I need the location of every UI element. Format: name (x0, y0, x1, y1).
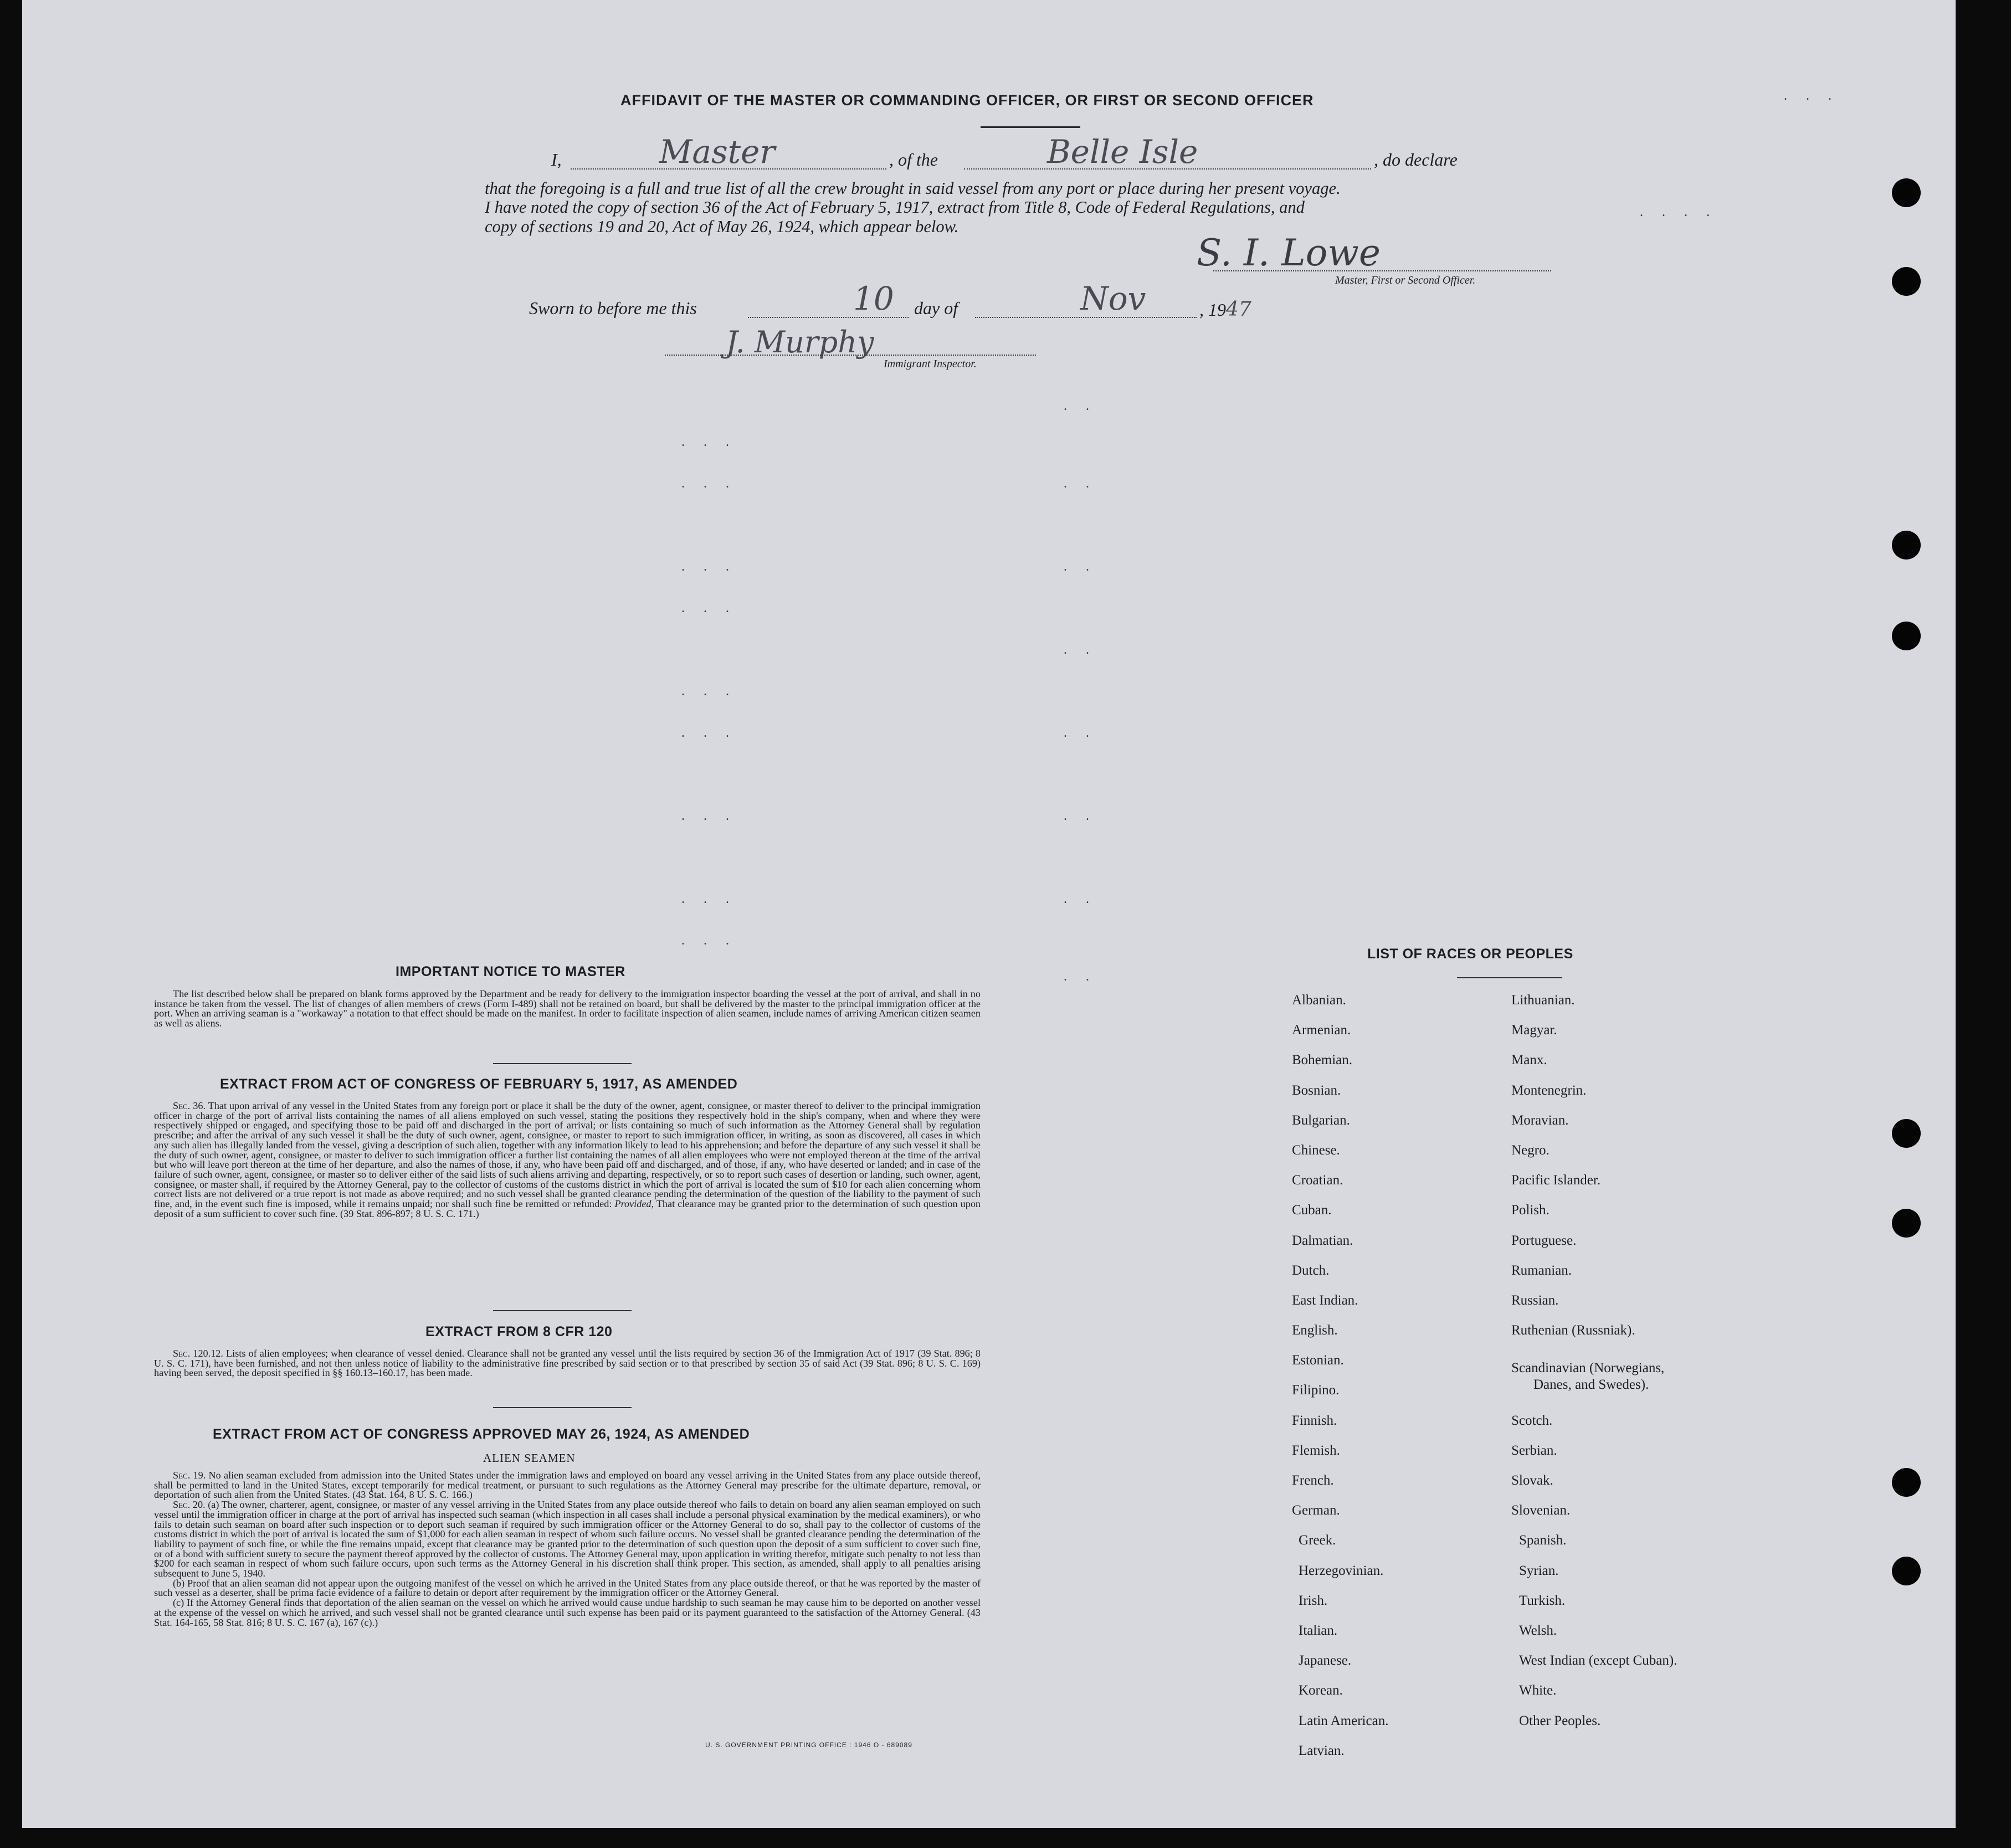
extract-1917-title: EXTRACT FROM ACT OF CONGRESS OF FEBRUARY 5, 1917, AS AMENDED (220, 1076, 738, 1092)
race-item: White. (1519, 1683, 1557, 1698)
cfr-title: EXTRACT FROM 8 CFR 120 (425, 1324, 613, 1339)
dot-marks: . . (1064, 892, 1097, 906)
signature-line (1213, 270, 1551, 271)
race-item: Latin American. (1299, 1713, 1389, 1728)
race-item: Korean. (1299, 1683, 1343, 1698)
race-item: French. (1292, 1473, 1334, 1488)
race-item: Scandinavian (Norwegians, (1511, 1361, 1665, 1376)
dot-marks: . . . (681, 892, 737, 906)
divider (493, 1407, 632, 1408)
divider (493, 1310, 632, 1311)
sec-120-text: Lists of alien employees; when clearance of vessel denied. Clearance shall not be granted any vessel until the lists required by section 36 of the Immigration Act of 1917 (39 Stat. 896; 8 U. S. C. 171), have been furnished, and not then unless notice of liability to the administrative fine prescribed by said section or to that prescribed by section 35 of said Act (39 Stat. 896; 8 U. S. C. 169) having been served, the deposit specified in §§ 160.13–160.17, has been made. (154, 1348, 981, 1379)
punch-hole (1892, 1209, 1921, 1238)
i-label: I, (551, 150, 562, 170)
race-item: Slovenian. (1511, 1503, 1571, 1518)
dot-marks: . . . (681, 809, 737, 823)
race-item: Flemish. (1292, 1443, 1340, 1458)
races-left-column (1292, 993, 1388, 1773)
alien-seamen-subtitle: ALIEN SEAMEN (483, 1451, 576, 1465)
punch-hole (1892, 531, 1921, 559)
dot-marks: . . (1064, 969, 1097, 984)
race-item: Herzegovinian. (1299, 1563, 1384, 1578)
dot-marks: . . . (681, 601, 737, 615)
race-item: Spanish. (1519, 1533, 1567, 1548)
dot-marks: . . (1064, 559, 1097, 574)
declare-label: , do declare (1374, 150, 1458, 170)
proviso-label: Provided, (614, 1198, 654, 1210)
dot-marks: . . . . (1640, 205, 1717, 219)
race-item: Welsh. (1519, 1623, 1557, 1638)
divider (493, 1063, 632, 1064)
title-divider (981, 126, 1080, 128)
race-item: Portuguese. (1511, 1233, 1577, 1248)
handwritten-month: Nov (1080, 280, 1146, 317)
day-of-label: day of (914, 298, 958, 318)
dot-marks: . . (1064, 643, 1097, 657)
dot-marks: . . . (681, 933, 737, 948)
affidavit-title: AFFIDAVIT OF THE MASTER OR COMMANDING OFFICER, OR FIRST OR SECOND OFFICER (620, 92, 1314, 109)
race-item: West Indian (except Cuban). (1519, 1653, 1677, 1669)
race-item: Magyar. (1511, 1023, 1557, 1038)
race-item: Dutch. (1292, 1262, 1330, 1278)
race-item: Dalmatian. (1292, 1233, 1353, 1248)
sec-19-text: No alien seaman excluded from admission into the United States under the immigration laws and employed on board any vessel arriving in the United States from any place outside thereof, shall be permitted to land in the United States, except temporarily for medical treatment, or pursuant to such regulations as the Attorney General may prescribe for the ultimate departure, removal, or deportation of such alien from the United States. (43 Stat. 164, 8 U. S. C. 166.) (154, 1470, 981, 1501)
punch-hole (1892, 1119, 1921, 1148)
race-item: Finnish. (1292, 1413, 1337, 1428)
race-item: Negro. (1511, 1142, 1550, 1158)
punch-hole (1892, 1557, 1921, 1585)
race-item: Russian. (1511, 1292, 1559, 1308)
notice-body (154, 989, 981, 1029)
master-signature: S. I. Lowe (1197, 232, 1381, 274)
cfr-body (154, 1349, 981, 1378)
race-item: Danes, and Swedes). (1533, 1377, 1649, 1393)
races-right-column (1511, 993, 1677, 1743)
race-item: Pacific Islander. (1511, 1173, 1601, 1188)
sec-36-label: Sec. 36. (173, 1100, 206, 1111)
race-item: Latvian. (1299, 1743, 1345, 1758)
race-item: Rumanian. (1511, 1262, 1572, 1278)
race-item: East Indian. (1292, 1292, 1358, 1308)
sec-20a-text: (a) The owner, charterer, agent, consignee, or master of any vessel arriving in the United States from any place outside thereof who fails to detain on board any alien seaman employed on such vessel until the immigration officer in charge at the port of arrival has inspected such seaman (which inspection in all cases shall include a personal physical examination by the medical examiners), or who fails to detain such seaman on board after such inspection or to deport such seaman if required by such immigration officer or the Attorney General to do so, shall pay to the collector of customs of the customs district in which the port of arrival is located the sum of $1,000 for each alien seaman in respect of whom such failure occurs. No vessel shall be granted clearance pending the determination of the liability to payment of such fine, or while the fine remains unpaid, except that clearance may be granted prior to the determination of such question upon the deposit of a sum sufficient to cover such fine, or of a bond with sufficient surety to secure the payment thereof approved by the collector of customs. The Attorney General may, upon application in writing therefor, mitigate such penalty to not less than $200 for each seaman in respect of whom such failure occurs, upon such terms as the Attorney General in his discretion shall think proper. This section, as amended, shall apply to all penalties arising subsequent to June 5, 1940. (154, 1499, 981, 1579)
dot-marks: . . (1064, 726, 1097, 740)
race-item: Montenegrin. (1511, 1082, 1587, 1098)
year-prefix: , 19 (1199, 300, 1226, 320)
race-item: Filipino. (1292, 1383, 1340, 1398)
handwritten-name: Master (659, 133, 776, 171)
race-item: English. (1292, 1323, 1338, 1338)
handwritten-vessel: Belle Isle (1047, 133, 1198, 171)
inspector-caption: Immigrant Inspector. (884, 358, 977, 370)
race-item: Cuban. (1292, 1203, 1332, 1218)
race-item: Bosnian. (1292, 1082, 1341, 1098)
races-title: LIST OF RACES OR PEOPLES (1367, 946, 1573, 962)
dot-marks: . . . (681, 559, 737, 574)
handwritten-year: 47 (1226, 298, 1251, 321)
dot-marks: . . . (1784, 89, 1839, 103)
race-item: Manx. (1511, 1053, 1547, 1068)
race-item: Lithuanian. (1511, 993, 1575, 1008)
race-item: German. (1292, 1503, 1340, 1518)
races-divider (1457, 977, 1562, 978)
race-item: Armenian. (1292, 1023, 1351, 1038)
declaration-line-4: copy of sections 19 and 20, Act of May 26, 1924, which appear below. (485, 217, 959, 236)
race-item: Estonian. (1292, 1353, 1344, 1368)
sec-36-text: That upon arrival of any vessel in the United States from any foreign port or place it shall be the duty of the owner, agent, consignee, or master thereof to deliver to the principal immigration officer in charge of the port of arrival lists containing the names of all aliens employed on such vessel, stating the positions they respectively hold in the ship's company, when and where they were respectively shipped or engaged, and specifying those to be paid off and discharged in the port of arrival; or lists containing so much of such information as the Attorney General shall by regulation prescribe; and after the arrival of any such vessel it shall be the duty of such owner, agent, consignee, or master to report to such immigration officer, in writing, as soon as discovered, all cases in which any such alien has illegally landed from the vessel, giving a description of such alien, together with any information likely to lead to his apprehension; and before the departure of any such vessel it shall be the duty of such owner, agent, consignee, or master to deliver to such immigration officer a further list containing the names of all alien employees who were not employed thereon at the time of the arrival but who will leave port thereon at the time of her departure, and also the names of those, if any, who have been paid off and discharged, and of those, if any, who have deserted or landed; and in case of the failure of such owner, agent, consignee, or master so to deliver either of the said lists of such aliens arriving and departing, respectively, or so to report such cases of desertion or landing, such owner, agent, consignee, or master shall, if required by the Attorney General, pay to the collector of customs of the customs district in which the port of arrival is located the sum of $10 for each alien concerning whom correct lists are not delivered or a true report is not made as above required; and no such vessel shall be granted clearance pending the determination of the question of the liability to the payment of such fine, and, in the event such fine is imposed, while it remains unpaid; nor shall such fine be remitted or refunded: (154, 1100, 981, 1210)
dot-marks: . . . (681, 684, 737, 699)
race-item: Bohemian. (1292, 1053, 1353, 1068)
race-item: Albanian. (1292, 993, 1346, 1008)
sec-120-label: Sec. 120.12. (173, 1348, 223, 1359)
sec-20b-text: (b) Proof that an alien seaman did not appear upon the outgoing manifest of the vessel on which he arrived in the United States from any place outside thereof, or that he was reported by the master of such vessel as a deserter, shall be prima facie evidence of a failure to detain or deport after requirement by the immigration officer or the Attorney General. (154, 1577, 981, 1599)
signer-caption: Master, First or Second Officer. (1335, 274, 1476, 286)
race-item: Chinese. (1292, 1142, 1340, 1158)
race-item: Syrian. (1519, 1563, 1559, 1578)
dot-marks: . . (1064, 809, 1097, 823)
punch-hole (1892, 622, 1921, 650)
race-item: Moravian. (1511, 1112, 1569, 1128)
declaration-line-3: I have noted the copy of section 36 of the Act of February 5, 1917, extract from Title 8, Code of Federal Regulations, and (485, 198, 1305, 217)
of-the-label: , of the (889, 150, 938, 170)
race-item: Croatian. (1292, 1173, 1343, 1188)
sec-20c-text: (c) If the Attorney General finds that deportation of the alien seaman on the vessel on which he arrived would cause undue hardship to such seaman he may cause him to be deported on another vessel at the expense of the vessel on which he arrived, and such vessel shall not be granted clearance until such expense has been paid or its payment guaranteed to the satisfaction of the Attorney General. (43 Stat. 164-165, 58 Stat. 816; 8 U. S. C. 167 (a), 167 (c).) (154, 1597, 981, 1628)
dot-marks: . . (1064, 399, 1097, 413)
extract-1924-title: EXTRACT FROM ACT OF CONGRESS APPROVED MAY 26, 1924, AS AMENDED (213, 1426, 750, 1442)
sec-36-end: That clearance may be granted prior to the determination of such question upon deposit of a sum sufficient to cover such fine. (39 Stat. 896-897; 8 U. S. C. 171.) (154, 1198, 981, 1219)
declaration-line-2: that the foregoing is a full and true list of all the crew brought in said vessel from any port or place during her present voyage. (485, 179, 1341, 198)
notice-title: IMPORTANT NOTICE TO MASTER (396, 964, 625, 979)
sec-19-label: Sec. 19. (173, 1470, 206, 1481)
document-page (22, 0, 1956, 1828)
race-item: Irish. (1299, 1593, 1328, 1608)
race-item: Scotch. (1511, 1413, 1553, 1428)
extract-1917-body (154, 1101, 981, 1219)
race-item: Turkish. (1519, 1593, 1566, 1608)
inspector-signature: J. Murphy (726, 325, 874, 360)
handwritten-day: 10 (853, 280, 894, 317)
race-item: Greek. (1299, 1533, 1336, 1548)
sworn-label: Sworn to before me this (529, 298, 697, 318)
dot-marks: . . . (681, 435, 737, 449)
extract-1924-body (154, 1471, 981, 1628)
punch-hole (1892, 178, 1921, 207)
race-item: Other Peoples. (1519, 1713, 1601, 1728)
race-item: Ruthenian (Russniak). (1511, 1323, 1635, 1338)
punch-hole (1892, 267, 1921, 296)
year-label (1199, 298, 1251, 321)
punch-hole (1892, 1468, 1921, 1497)
dot-marks: . . . (681, 476, 737, 491)
race-item: Italian. (1299, 1623, 1338, 1638)
notice-text: The list described below shall be prepared on blank forms approved by the Department and be ready for delivery to the immigration inspector boarding the vessel at the port of arrival, and shall in no instance be taken from the vessel. The list of changes of alien members of crews (Form I-489) shall not be retained on board, but shall be delivered by the master to the principal immigration officer at the port. When an arriving seaman is a "workaway" a notation to that effect should be made on the manifest. In order to facilitate inspection of alien seamen, include names of arriving American citizen seamen as well as aliens. (154, 988, 981, 1029)
inspector-line (665, 355, 1036, 356)
race-item: Japanese. (1299, 1653, 1352, 1669)
dot-marks: . . (1064, 476, 1097, 491)
race-item: Slovak. (1511, 1473, 1553, 1488)
race-item: Polish. (1511, 1203, 1550, 1218)
sec-20-label: Sec. 20. (173, 1499, 206, 1511)
race-item: Bulgarian. (1292, 1112, 1350, 1128)
dot-marks: . . . (681, 726, 737, 740)
race-item: Serbian. (1511, 1443, 1557, 1458)
printing-office-footer: U. S. GOVERNMENT PRINTING OFFICE : 1946 O - 689089 (705, 1741, 912, 1749)
